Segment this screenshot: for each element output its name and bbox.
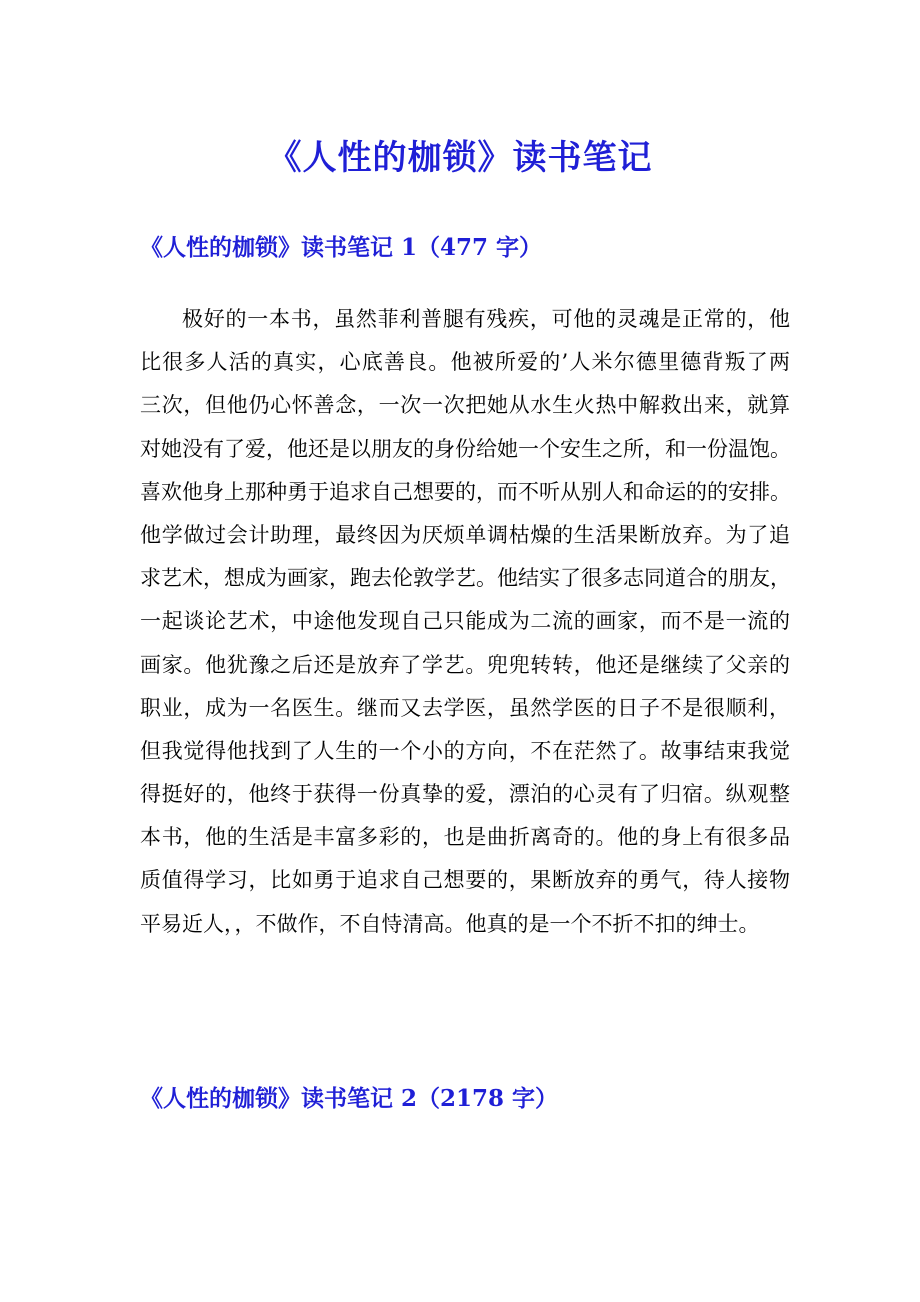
body-line: 极好的一本书，虽然菲利普腿有残疾，可他的灵魂是正常的，他 xyxy=(182,307,790,331)
document-title: 《人性的枷锁》读书笔记 xyxy=(267,138,653,178)
section-heading-1: 《人性的枷锁》读书笔记 1（477 字） xyxy=(140,234,543,261)
body-line: 三次，但他仍心怀善念，一次一次把她从水生火热中解救出来，就算 xyxy=(140,393,790,418)
body-line: 对她没有了爱，他还是以朋友的身份给她一个安生之所，和一份温饱。 xyxy=(140,436,791,461)
body-line: 平易近人，，不做作，不自恃清高。他真的是一个不折不扣的绅士。 xyxy=(140,911,760,936)
body-line: 得挺好的，他终于获得一份真挚的爱，漂泊的心灵有了归宿。纵观整 xyxy=(140,782,790,807)
body-line: 质值得学习，比如勇于追求自己想要的，果断放弃的勇气，待人接物 xyxy=(140,868,790,893)
body-line: 求艺术，想成为画家，跑去伦敦学艺。他结实了很多志同道合的朋友， xyxy=(140,566,791,591)
body-line: 职业，成为一名医生。继而又去学医，虽然学医的日子不是很顺利， xyxy=(140,695,790,720)
body-line: 画家。他犹豫之后还是放弃了学艺。兜兜转转，他还是继续了父亲的 xyxy=(140,652,790,677)
body-line: 但我觉得他找到了人生的一个小的方向，不在茫然了。故事结束我觉 xyxy=(140,738,790,763)
section-heading-2: 《人性的枷锁》读书笔记 2（2178 字） xyxy=(140,1085,559,1112)
body-line: 比很多人活的真实，心底善良。他被所爱的’人米尔德里德背叛了两 xyxy=(140,350,790,375)
body-line: 喜欢他身上那种勇于追求自己想要的，而不听从别人和命运的的安排。 xyxy=(140,479,791,504)
body-line: 他学做过会计助理，最终因为厌烦单调枯燥的生活果断放弃。为了追 xyxy=(140,522,790,547)
section-1-body xyxy=(140,298,790,946)
body-line: 本书，他的生活是丰富多彩的，也是曲折离奇的。他的身上有很多品 xyxy=(140,825,790,850)
body-line: 一起谈论艺术，中途他发现自己只能成为二流的画家，而不是一流的 xyxy=(140,609,790,634)
